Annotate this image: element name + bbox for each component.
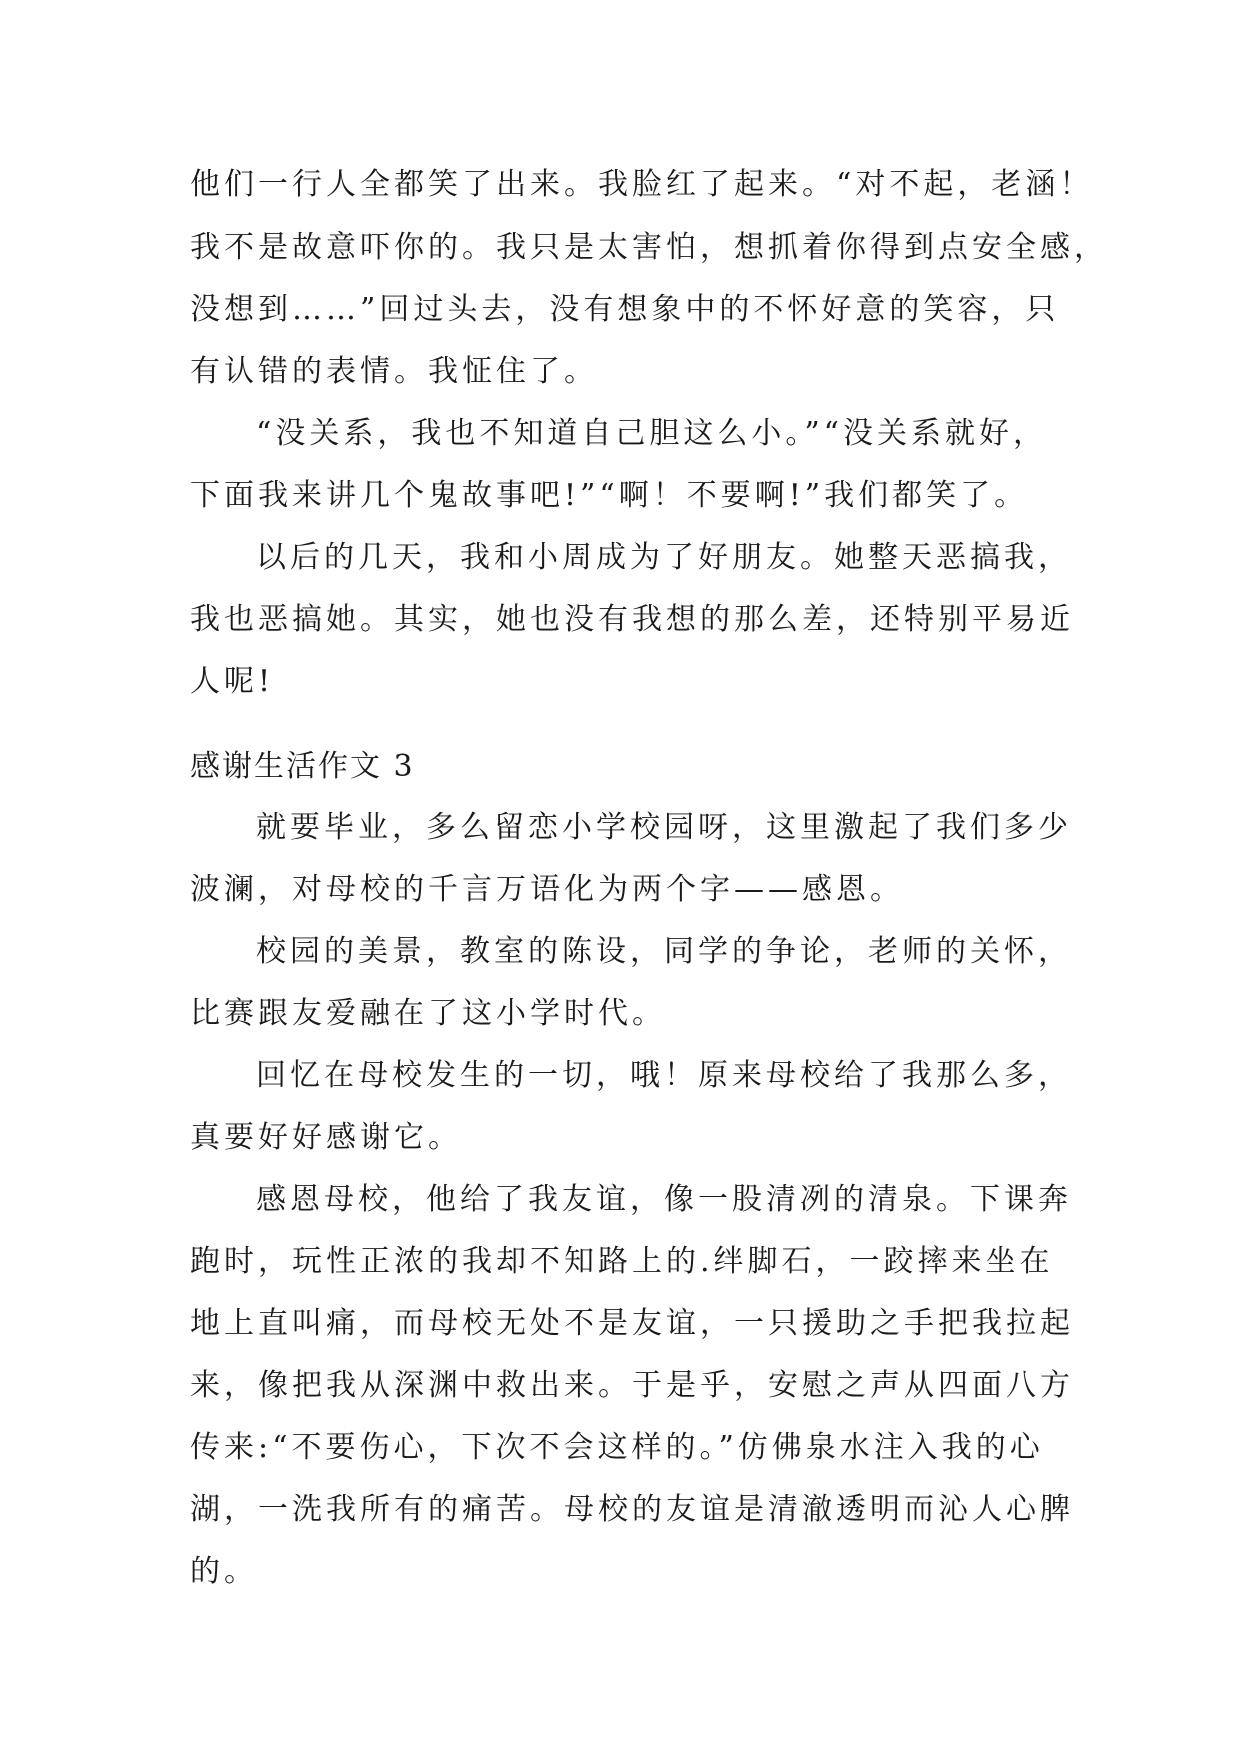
paragraph-line: 来，像把我从深渊中救出来。于是乎，安慰之声从四面八方 [190,1368,1074,1403]
paragraph-line: 传来:“不要伤心，下次不会这样的。”仿佛泉水注入我的心 [190,1430,1044,1465]
paragraph-line: “没关系，我也不知道自己胆这么小。”“没关系就好， [256,416,1048,451]
paragraph-line: 下面我来讲几个鬼故事吧!”“啊！不要啊!”我们都笑了。 [190,478,1029,513]
paragraph-line: 有认错的表情。我怔住了。 [190,354,598,389]
section-heading: 感谢生活作文 3 [190,749,415,784]
paragraph-line: 真要好好感谢它。 [190,1120,462,1155]
paragraph-line: 比赛跟友爱融在了这小学时代。 [190,996,666,1031]
paragraph-line: 人呢! [190,664,275,699]
paragraph-line: 我不是故意吓你的。我只是太害怕，想抓着你得到点安全感， [190,230,1108,265]
paragraph-line: 跑时，玩性正浓的我却不知路上的.绊脚石，一跤摔来坐在 [190,1244,1054,1279]
paragraph-line: 波澜，对母校的千言万语化为两个字——感恩。 [190,872,904,907]
paragraph-line: 没想到……”回过头去，没有想象中的不怀好意的笑容，只 [190,292,1060,327]
paragraph-line: 的。 [190,1554,258,1589]
paragraph-line: 校园的美景，教室的陈设，同学的争论，老师的关怀， [256,934,1072,969]
paragraph-line: 他们一行人全都笑了出来。我脸红了起来。“对不起，老涵！ [190,167,1094,202]
paragraph-line: 就要毕业，多么留恋小学校园呀，这里激起了我们多少 [256,810,1072,845]
paragraph-line: 感恩母校，他给了我友谊，像一股清冽的清泉。下课奔 [256,1182,1072,1217]
paragraph-line: 以后的几天，我和小周成为了好朋友。她整天恶搞我， [256,540,1072,575]
paragraph-line: 湖，一洗我所有的痛苦。母校的友谊是清澈透明而沁人心脾 [190,1492,1074,1527]
paragraph-line: 回忆在母校发生的一切，哦！原来母校给了我那么多， [256,1058,1072,1093]
paragraph-line: 地上直叫痛，而母校无处不是友谊，一只援助之手把我拉起 [190,1306,1074,1341]
paragraph-line: 我也恶搞她。其实，她也没有我想的那么差，还特别平易近 [190,602,1074,637]
